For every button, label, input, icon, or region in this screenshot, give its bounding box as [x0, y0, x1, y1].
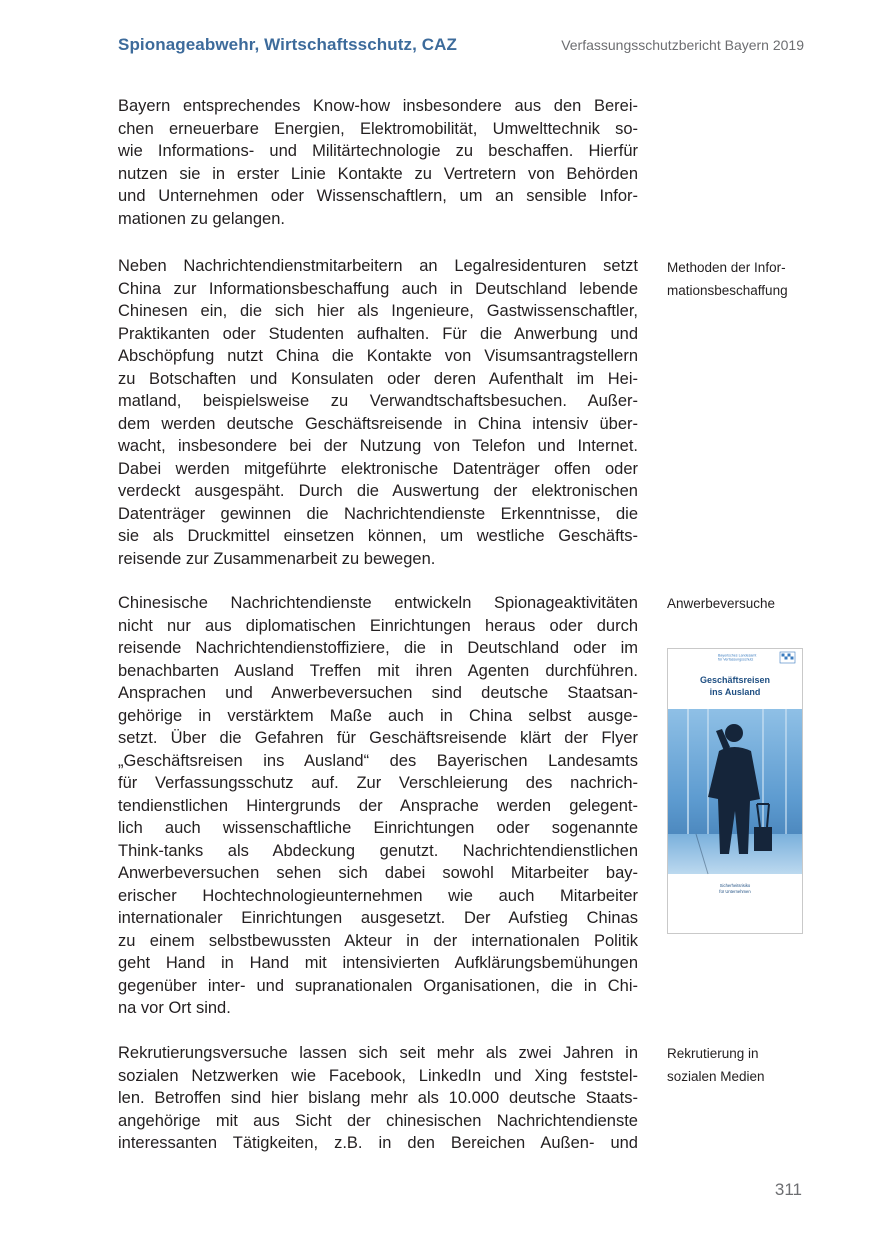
text-line: zu Botschaften und Konsulaten oder deren Aufenthalt im Hei- [118, 369, 638, 388]
text-line: Dabei werden mitgeführte elektronische Datenträger offen oder [118, 459, 638, 478]
text-line: Neben Nachrichtendienstmitarbeitern an Legalresidenturen setzt [118, 257, 638, 275]
text-line: internationaler Einrichtungen ausgesetzt. Der Aufstieg Chinas [118, 909, 638, 927]
text-line: für Verfassungsschutz auf. Zur Verschleierung des nachrich- [118, 774, 638, 792]
text-line: lich auch wissenschaftliche Einrichtungen oder sogenannte [118, 819, 638, 837]
text-line: erischer Hochtechnologieunternehmen wie auch Mitarbeiter [118, 886, 638, 905]
text-line: nicht nur aus diplomatischen Einrichtungen heraus oder durch [118, 616, 638, 635]
text-line: setzt. Über die Gefahren für Geschäftsreisende klärt der Flyer [118, 729, 638, 747]
text-line: Ansprachen und Anwerbeversuchen sind deutsche Staatsan- [118, 684, 638, 702]
body-paragraph-2 [118, 255, 638, 570]
text-line: Abschöpfung nutzt China die Kontakte von Visumsantragstellern [118, 347, 638, 365]
text-line: matland, beispielsweise zu Verwandtschaftsbesuchen. Außer- [118, 392, 638, 410]
text-line: na vor Ort sind. [118, 999, 231, 1017]
text-line: tendienstlichen Hintergrunds der Ansprache werden gelegent- [118, 796, 638, 815]
text-line: Think-tanks als Abdeckung genutzt. Nachrichtendienstlichen [118, 841, 638, 860]
text-line: geht Hand in Hand mit intensivierten Aufklärungsbemühungen [118, 954, 638, 972]
text-line: China zur Informationsbeschaffung auch in Deutschland lebende [118, 279, 638, 298]
text-line: dem werden deutsche Geschäftsreisende in China intensiv über- [118, 414, 638, 433]
text-line: reisende zur Zusammenarbeit zu bewegen. [118, 549, 436, 568]
margin-note-line: Rekrutierung in [667, 1046, 759, 1061]
margin-note-line: Anwerbeversuche [667, 596, 776, 611]
text-line: Datenträger gewinnen die Nachrichtendienste Erkenntnisse, die [118, 504, 638, 523]
margin-note-line: mationsbeschaffung [667, 283, 788, 298]
body-paragraph-3 [118, 592, 638, 1020]
text-line: Praktikanten oder Studenten aufhalten. Für die Anwerbung und [118, 324, 638, 343]
margin-note-social-media [667, 1042, 817, 1088]
text-line: gehörige in verstärktem Maße auch in China selbst ausge- [118, 706, 638, 725]
text-line: chen erneuerbare Energien, Elektromobilität, Umwelttechnik so- [118, 119, 638, 138]
text-line: interessanten Tätigkeiten, z.B. in den Bereichen Außen- und [118, 1134, 638, 1152]
text-line: reisende Nachrichtendienstoffiziere, die in Deutschland oder im [118, 639, 638, 657]
text-line: gegenüber inter- und supranationalen Organisationen, die in Chi- [118, 976, 638, 995]
text-line: Chinesische Nachrichtendienste entwickeln Spionageaktivitäten [118, 594, 638, 612]
page-number: 311 [774, 1180, 802, 1199]
flyer-cover-image [667, 648, 803, 934]
margin-note-methods [667, 256, 817, 302]
text-line: zu einem selbstbewussten Akteur in der internationalen Politik [118, 931, 638, 950]
text-line: sie als Druckmittel einsetzen können, um westliche Geschäfts- [118, 527, 638, 545]
running-header-section-title: Spionageabwehr, Wirtschaftsschutz, CAZ [118, 35, 457, 54]
flyer-footer-line-2: für Unternehmen [719, 889, 751, 894]
flyer-title-line-1: Geschäftsreisen [699, 675, 771, 685]
text-line: und Unternehmen oder Wissenschaftlern, um an sensible Infor- [118, 187, 638, 205]
margin-note-recruitment-attempts [667, 592, 817, 615]
margin-note-line: sozialen Medien [667, 1069, 765, 1084]
running-header-report-title: Verfassungsschutzbericht Bayern 2019 [561, 37, 804, 53]
flyer-photo-businessman-silhouette [668, 709, 802, 874]
text-line: len. Betroffen sind hier bislang mehr als 10.000 deutsche Staats- [118, 1089, 638, 1107]
flyer-title-line-2: ins Ausland [709, 687, 761, 697]
body-paragraph-4 [118, 1042, 638, 1155]
flyer-footer-line-1: Sicherheitsrisiko [719, 883, 751, 888]
flyer-header-text [718, 654, 756, 662]
bavarian-coat-of-arms-icon [780, 652, 795, 663]
text-line: Bayern entsprechendes Know-how insbesondere aus den Berei- [118, 97, 638, 115]
text-line: „Geschäftsreisen ins Ausland“ des Bayerischen Landesamts [118, 751, 638, 770]
text-line: mationen zu gelangen. [118, 209, 285, 228]
text-line: Rekrutierungsversuche lassen sich seit mehr als zwei Jahren in [118, 1044, 638, 1062]
body-paragraph-1 [118, 95, 638, 230]
text-line: wacht, insbesondere bei der Nutzung von Telefon und Internet. [118, 437, 638, 455]
text-line: wie Informations- und Militärtechnologie zu beschaffen. Hierfür [118, 142, 638, 160]
text-line: Chinesen ein, die sich hier als Ingenieure, Gastwissenschaftler, [118, 302, 638, 320]
flyer-header-line-2: für Verfassungsschutz [718, 657, 754, 662]
text-line: sozialen Netzwerken wie Facebook, LinkedIn und Xing feststel- [118, 1066, 638, 1085]
text-line: Anwerbeversuchen sehen sich dabei sowohl Mitarbeiter bay- [118, 864, 638, 882]
text-line: nutzen sie in erster Linie Kontakte zu Vertretern von Behörden [118, 164, 638, 183]
text-line: verdeckt ausgespäht. Durch die Auswertung der elektronischen [118, 482, 638, 500]
text-line: angehörige mit aus Sicht der chinesischen Nachrichtendienste [118, 1111, 638, 1130]
margin-note-line: Methoden der Infor- [667, 260, 786, 275]
text-line: benachbarten Ausland Treffen mit ihren Agenten durchführen. [118, 661, 638, 680]
flyer-header-line-1: Bayerisches Landesamt [718, 653, 757, 658]
